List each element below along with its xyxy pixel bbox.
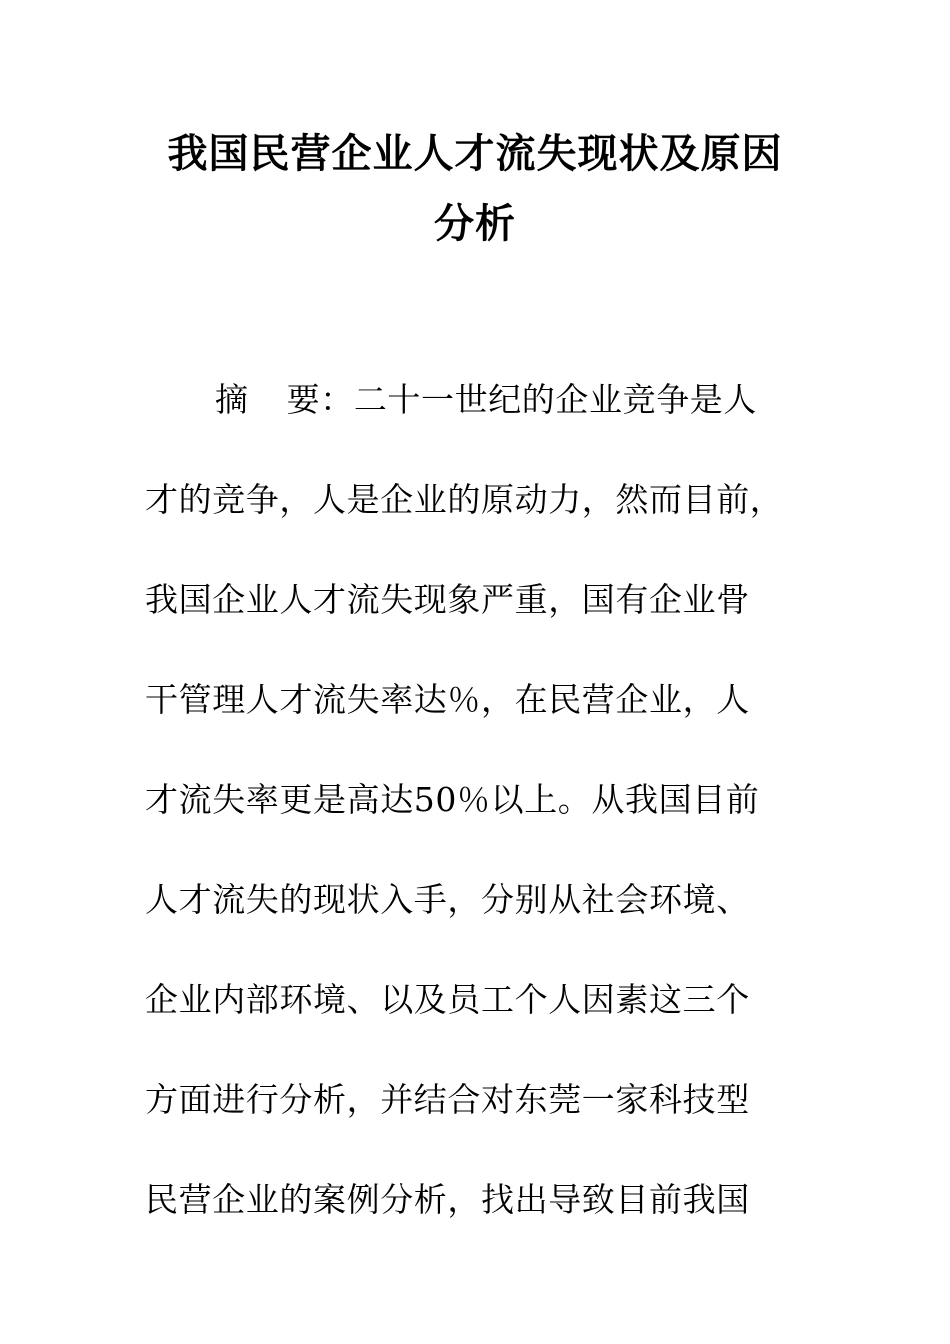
abstract-line-3: 我国企业人才流失现象严重，国有企业骨 <box>145 580 750 619</box>
abstract-line-2: 才的竞争，人是企业的原动力，然而目前， <box>145 480 784 519</box>
abstract-label-char-2: 要： <box>286 380 354 419</box>
document-title-line-1: 我国民营企业人才流失现状及原因 <box>167 130 783 177</box>
abstract-line-1: 二十一世纪的企业竞争是人 <box>353 380 758 419</box>
abstract-line-9: 民营企业的案例分析，找出导致目前我国 <box>145 1180 750 1219</box>
abstract-line-4: 干管理人才流失率达％，在民营企业，人 <box>145 680 750 719</box>
abstract-label-char-1: 摘 <box>215 380 249 419</box>
abstract-first-line <box>215 380 875 420</box>
abstract-line-7: 企业内部环境、以及员工个人因素这三个 <box>145 980 750 1019</box>
document-title-line-2: 分析 <box>434 200 516 247</box>
abstract-line-8: 方面进行分析，并结合对东莞一家科技型 <box>145 1080 750 1119</box>
abstract-line-6: 人才流失的现状入手，分别从社会环境、 <box>145 880 750 919</box>
abstract-line-5: 才流失率更是高达50％以上。从我国目前 <box>145 780 760 819</box>
